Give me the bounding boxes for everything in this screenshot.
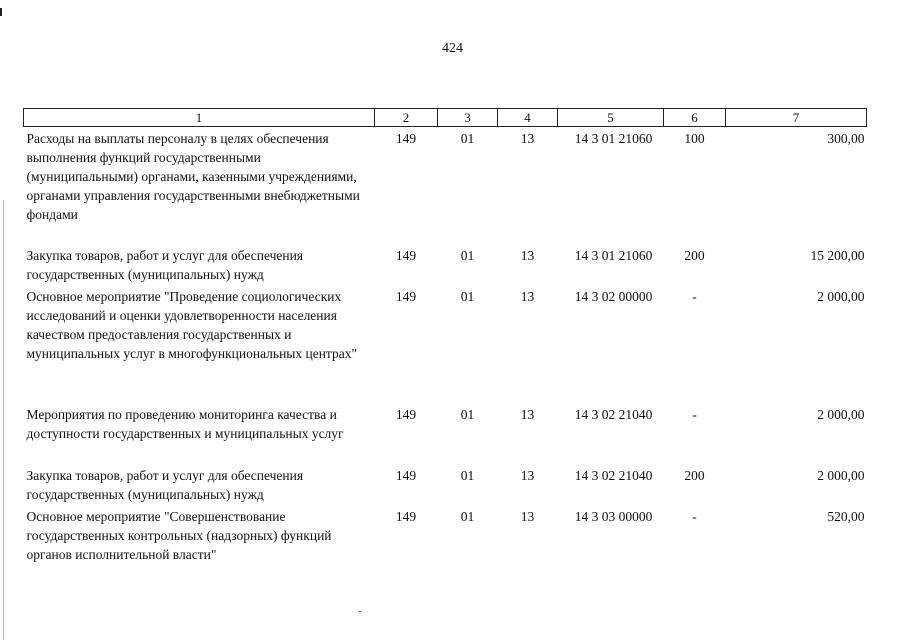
row-col-4: 13 [520, 289, 535, 304]
page-number: 424 [442, 41, 463, 56]
row-col-5: 14 3 01 21060 [574, 131, 653, 146]
header-col-7: 7 [726, 109, 867, 127]
row-col-3: 01 [460, 468, 475, 483]
table-header [24, 109, 867, 127]
row-name: Основное мероприятие "Проведение социологических исследований и оценки удовлетворенности населения качеством предоставления государственных и муниципальных услуг в многофункциональных центрах" [26, 289, 357, 361]
row-name: Основное мероприятие "Совершенствование государственных контрольных (надзорных) функций органов исполнительной власти" [26, 509, 332, 562]
row-col-7: 2 000,00 [817, 407, 865, 422]
row-col-5: 14 3 02 21040 [574, 468, 653, 483]
margin-mark [0, 8, 2, 16]
row-col-6: 200 [684, 248, 705, 263]
header-col-2: 2 [375, 109, 438, 127]
scan-edge-line [3, 200, 4, 640]
row-col-5: 14 3 02 00000 [574, 289, 653, 304]
header-col-6: 6 [664, 109, 726, 127]
row-col-2: 149 [395, 131, 417, 146]
row-col-4: 13 [520, 407, 535, 422]
row-col-6: 100 [684, 131, 705, 146]
row-col-7: 2 000,00 [817, 468, 865, 483]
row-col-3: 01 [460, 131, 475, 146]
row-col-6: - [692, 509, 697, 524]
header-col-4: 4 [498, 109, 558, 127]
row-col-7: 300,00 [827, 131, 865, 146]
row-col-3: 01 [460, 248, 475, 263]
table-body [24, 127, 867, 568]
scan-speck [359, 611, 361, 612]
row-col-2: 149 [395, 468, 417, 483]
row-name: Мероприятия по проведению мониторинга качества и доступности государственных и муниципальных услуг [26, 407, 344, 441]
row-col-3: 01 [460, 509, 475, 524]
table-row [24, 127, 867, 247]
row-col-6: - [692, 289, 697, 304]
row-name: Закупка товаров, работ и услуг для обеспечения государственных (муниципальных) нужд [26, 248, 304, 282]
row-col-3: 01 [460, 289, 475, 304]
row-col-5: 14 3 01 21060 [574, 248, 653, 263]
row-col-4: 13 [520, 468, 535, 483]
row-col-4: 13 [520, 509, 535, 524]
row-col-2: 149 [395, 407, 417, 422]
row-col-6: - [692, 407, 697, 422]
row-col-7: 520,00 [827, 509, 865, 524]
table-row [24, 405, 867, 466]
row-col-4: 13 [520, 131, 535, 146]
row-col-2: 149 [395, 509, 417, 524]
row-col-5: 14 3 02 21040 [574, 407, 653, 422]
row-col-4: 13 [520, 248, 535, 263]
budget-table-container [23, 108, 866, 567]
row-col-3: 01 [460, 407, 475, 422]
row-col-2: 149 [395, 289, 417, 304]
table-row [24, 246, 867, 287]
row-name: Закупка товаров, работ и услуг для обеспечения государственных (муниципальных) нужд [26, 468, 304, 502]
header-col-5: 5 [558, 109, 664, 127]
table-row [24, 507, 867, 567]
row-col-5: 14 3 03 00000 [574, 509, 653, 524]
row-col-6: 200 [684, 468, 705, 483]
row-name: Расходы на выплаты персоналу в целях обеспечения выполнения функций государственными (муниципальными) органами, казенными учреждениями, органами управления государственными внебюджетными фондами [26, 131, 360, 222]
header-col-3: 3 [438, 109, 498, 127]
table-row [24, 287, 867, 405]
budget-table [23, 108, 867, 567]
header-row [24, 109, 867, 127]
row-col-7: 15 200,00 [810, 248, 865, 263]
header-col-1: 1 [24, 109, 375, 127]
row-col-7: 2 000,00 [817, 289, 865, 304]
table-row [24, 466, 867, 507]
row-col-2: 149 [395, 248, 417, 263]
